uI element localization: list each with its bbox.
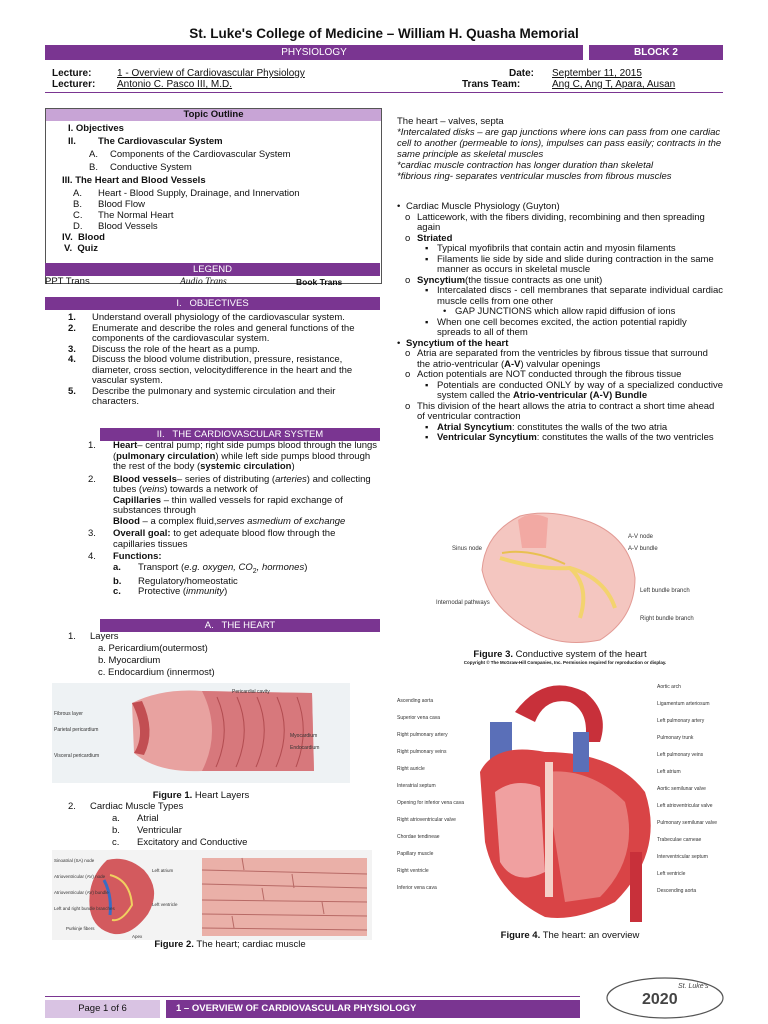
legend-title: LEGEND [45, 263, 380, 276]
label-purkinje: Purkinje fibers [66, 926, 95, 931]
fig4-label-left: Chordae tendineae [397, 834, 440, 840]
block-bar: BLOCK 2 [589, 45, 723, 60]
term: pulmonary circulation [116, 450, 216, 462]
conductive-system-figure [430, 508, 694, 648]
lecturer-value: Antonio C. Pasco III, M.D. [117, 79, 233, 90]
bullet [397, 286, 723, 307]
heart-layers-figure [52, 683, 350, 783]
fig4-label-left: Right pulmonary veins [397, 749, 447, 755]
fig4-label-left: Interatrial septum [397, 783, 436, 789]
outline-item: Blood Flow [98, 199, 145, 210]
label-internodal: Internodal pathways [436, 600, 490, 606]
term: Functions: [113, 551, 162, 562]
bullet-dot: ▪ [425, 421, 429, 433]
bullet-text: Intercalated discs - cell membranes that separate individual cardiac muscle cells from one other [437, 285, 723, 307]
bullet-text [437, 381, 723, 402]
label-parietal-pericardium: Parietal pericardium [54, 727, 99, 733]
function-item [88, 563, 380, 577]
bullet-text [437, 433, 714, 444]
text: Potentials are conducted ONLY by way of a specialized conductive system called the [437, 379, 723, 401]
label-apex: Apex [132, 934, 143, 939]
text: ) [291, 461, 295, 472]
bullet-text: When one cell becomes excited, the action potential rapidly spreads to all of them [437, 316, 687, 338]
term: Atrio-ventricular (A-V) Bundle [513, 390, 648, 401]
paragraph: *Intercalated disks – are gap junctions where ions can pass from one cardiac cell to another (permeable to ions), impulses can pass easily; contracts in the same principle as skeletal muscles [397, 127, 722, 160]
text: e.g. oxygen, CO [184, 561, 253, 573]
fig4-label-left: Opening for inferior vena cava [397, 800, 464, 806]
fig4-label-right: Left ventricle [657, 871, 686, 877]
figure-3-caption [430, 649, 690, 660]
objective-num: 3. [68, 343, 76, 355]
item-num: 4. [88, 551, 96, 562]
outline-item: B. [89, 162, 98, 173]
paragraph: The heart – valves, septa [397, 116, 504, 127]
item-num: 3. [88, 528, 96, 539]
bullet-text: Latticework, with the fibers dividing, recombining and then spreading again [417, 211, 705, 233]
fig4-label-right: Pulmonary semilunar valve [657, 820, 718, 826]
term: arteries [275, 473, 307, 485]
outline-item: IV. Blood [62, 232, 105, 243]
layer-item: a. Pericardium(outermost) [98, 643, 208, 654]
paragraph: *cardiac muscle contraction has longer duration than skeletal [397, 160, 654, 171]
fig4-label-right: Left pulmonary veins [657, 752, 704, 758]
figure-label: Figure 1. [152, 790, 193, 801]
muscle-fibers [202, 858, 367, 936]
date-label: Date: [509, 68, 535, 79]
header-divider [45, 92, 723, 93]
outline-item: C. [73, 210, 83, 221]
team-label: Trans Team: [462, 79, 521, 90]
label-bundle-branches: Left and right bundle branches [54, 906, 115, 911]
text: ) and collecting tubes ( [113, 473, 371, 495]
function-item [88, 577, 380, 588]
item-text [138, 563, 307, 577]
cvs-list [88, 441, 380, 598]
text: : constitutes the walls of the two atria [511, 421, 668, 433]
cvs-title: II. THE CARDIOVASCULAR SYSTEM [100, 428, 380, 441]
bullet-text: Filaments lie side by side and slide during contraction in the same manner as occurs in skeletal muscle [437, 253, 714, 275]
outline-item: Conductive System [110, 162, 192, 173]
document-title: St. Luke's College of Medicine – William H. Quasha Memorial [189, 26, 579, 41]
type-num: c. [112, 837, 120, 848]
logo-text: St. Luke's [678, 983, 709, 990]
bullet [397, 318, 723, 339]
text: Transport ( [138, 561, 185, 573]
bullet-dot: o [405, 348, 411, 359]
objective-num: 5. [68, 385, 76, 397]
term: veins [142, 484, 165, 495]
legend-audio: Audio Trans [180, 277, 227, 287]
bullet-text: GAP JUNCTIONS which allow rapid diffusion of ions [455, 306, 676, 317]
text: Protective ( [138, 586, 187, 598]
date-value: September 11, 2015 [552, 68, 642, 79]
bullet [397, 213, 723, 234]
bullet-dot: ▪ [425, 253, 429, 265]
text: (the tissue contracts as one unit) [465, 274, 603, 286]
fig4-label-right: Aortic arch [657, 684, 681, 690]
figure-caption-text: Heart Layers [192, 790, 250, 801]
figure-caption-text: The heart; cardiac muscle [193, 939, 306, 950]
bullet-text: Striated [417, 232, 453, 244]
fig4-label-left: Inferior vena cava [397, 885, 437, 891]
outline-item: Components of the Cardiovascular System [110, 149, 291, 160]
outline-title: Topic Outline [46, 109, 381, 121]
term: Overall goal: [113, 528, 171, 539]
figure-caption-text: Conductive system of the heart [513, 649, 647, 660]
bullet [397, 402, 723, 423]
text: , hormones [256, 561, 305, 573]
fig4-label-left: Right ventricle [397, 868, 429, 874]
fig4-label-left: Superior vena cava [397, 715, 441, 721]
fig4-label-right: Interventricular septum [657, 854, 708, 860]
fig4-label-right: Left pulmonary artery [657, 718, 705, 724]
cvs-item-goal [88, 529, 380, 550]
bullet-text: This division of the heart allows the atria to contract a short time ahead of ventricular contraction [417, 400, 715, 422]
text: – a complex fluid, [139, 515, 217, 527]
guyton-notes [397, 202, 723, 444]
outline-item: A. [89, 149, 98, 160]
text: : constitutes the walls of the two ventricles [536, 432, 714, 443]
fig4-label-right: Aortic semilunar valve [657, 786, 706, 792]
text: – thin walled vessels for rapid exchange of substances through [113, 494, 343, 516]
objective-item [68, 313, 380, 324]
term: Heart [113, 440, 138, 451]
cvs-item-heart [88, 441, 380, 473]
objective-text: Discuss the blood volume distribution, pressure, resistance, diameter, cross section, velocitydifference in the heart and the vascular system. [92, 354, 353, 386]
bullet-dot: o [405, 232, 411, 244]
figure-label: Figure 2. [154, 939, 194, 950]
bullet [397, 307, 723, 318]
label-av-bundle: A-V bundle [628, 546, 658, 552]
label-av-node: Atrioventricular (AV) node [54, 874, 106, 879]
lecture-value: 1 - Overview of Cardiovascular Physiology [117, 68, 305, 79]
bullet [397, 349, 723, 370]
subscript: 2 [252, 567, 257, 575]
type-item: Atrial [137, 813, 159, 824]
label-av-bundle: Atrioventricular (AV) bundle [54, 890, 109, 895]
outline-item: I. Objectives [68, 123, 124, 134]
objective-num: 4. [68, 354, 76, 365]
lecture-label: Lecture: [52, 68, 92, 79]
term: Syncytium [417, 274, 466, 286]
bullet-dot: • [443, 306, 447, 317]
outline-item: B. [73, 199, 82, 210]
outline-item: A. [73, 188, 82, 199]
item-text [113, 529, 380, 550]
text: ) valvular openings [520, 358, 601, 370]
label-sinus-node: Sinus node [452, 546, 483, 552]
logo-year: 2020 [642, 991, 678, 1008]
bullet-text [417, 349, 723, 370]
fig4-label-left: Right pulmonary artery [397, 732, 448, 738]
text: immunity [186, 586, 225, 598]
types-heading: Cardiac Muscle Types [90, 801, 184, 812]
function-item [88, 587, 380, 598]
item-text [138, 587, 227, 598]
bullet-dot: ▪ [425, 432, 429, 443]
fig4-label-right: Left atrium [657, 769, 681, 775]
figure-label: Figure 4. [500, 930, 541, 941]
outline-item: The Cardiovascular System [98, 136, 223, 147]
item-text: Regulatory/homeostatic [138, 575, 238, 587]
item-num: a. [113, 561, 121, 573]
fig4-label-right: Ligamentum arteriosum [657, 701, 710, 707]
fig4-label-left: Right auricle [397, 766, 425, 772]
footer-title: 1 – OVERVIEW OF CARDIOVASCULAR PHYSIOLOGY [166, 1000, 580, 1018]
label-endocardium: Endocardium [290, 745, 320, 751]
text: ) [224, 586, 228, 598]
septum [545, 762, 553, 897]
objective-item [68, 355, 380, 387]
bullet-dot: o [405, 369, 411, 380]
label-sa-node: Sinoatrial (SA) node [54, 858, 95, 863]
text: ) while left side pumps blood through the rest of the body ( [113, 450, 371, 472]
item-text [113, 441, 380, 473]
footer-divider [45, 996, 580, 997]
layers-num: 1. [68, 631, 76, 642]
outline-item: Heart - Blood Supply, Drainage, and Innervation [98, 188, 300, 199]
type-num: b. [112, 825, 120, 836]
label-left-bundle-branch: Left bundle branch [640, 588, 690, 594]
objective-item [68, 324, 380, 345]
outline-item: II. [68, 136, 76, 147]
bullet-dot: • [397, 337, 401, 349]
type-num: a. [112, 813, 120, 824]
vessel [518, 514, 548, 548]
objective-text: Enumerate and describe the roles and general functions of the components of the cardiovascular system. [92, 322, 355, 344]
text: – central pump; right side pumps blood through the lungs ( [113, 440, 378, 462]
legend-book: Book Trans [296, 277, 343, 287]
label-pericardial-cavity: Pericardial cavity [232, 689, 270, 695]
bullet-dot: ▪ [425, 316, 429, 328]
legend-ppt: PPT Trans [45, 276, 90, 287]
bullet-text: Cardiac Muscle Physiology (Guyton) [406, 201, 560, 212]
objectives-list [68, 313, 380, 408]
term: Capillaries [113, 494, 162, 506]
text: Atria are separated from the ventricles by fibrous tissue that surround the atrio-ventricular ( [417, 348, 708, 370]
bullet-dot: ▪ [425, 285, 429, 296]
outline-item: The Normal Heart [98, 210, 174, 221]
text: ) [304, 561, 308, 573]
bullet-dot: o [405, 274, 411, 286]
figure-2-caption [100, 939, 360, 950]
heart-title: A. THE HEART [100, 619, 380, 632]
college-logo [600, 972, 730, 1020]
objective-text: Understand overall physiology of the cardiovascular system. [92, 312, 345, 323]
label-left-atrium: Left atrium [152, 868, 174, 873]
term: Blood [113, 515, 140, 527]
right-ventricle-chamber [495, 783, 545, 878]
outline-item: Blood Vessels [98, 221, 158, 232]
item-num: c. [113, 586, 121, 598]
outline-item: III. The Heart and Blood Vessels [62, 175, 206, 186]
bullet-dot: ▪ [425, 379, 429, 391]
outline-item: D. [73, 221, 83, 232]
bullet-dot: • [397, 201, 401, 212]
pulmonary-trunk [573, 732, 589, 772]
layers-heading: Layers [90, 631, 119, 642]
topic-outline [45, 108, 382, 284]
bullet [397, 202, 723, 213]
layer-item: c. Endocardium (innermost) [98, 667, 215, 678]
bullet [397, 381, 723, 402]
descending-aorta [630, 852, 642, 922]
fig4-label-right: Descending aorta [657, 888, 697, 894]
text: serves asmedium of exchange [216, 515, 346, 527]
paragraph: *fibrious ring- separates ventricular muscles from fibrous muscles [397, 171, 672, 182]
objective-item [68, 387, 380, 408]
subject-bar: PHYSIOLOGY [45, 45, 583, 60]
figure-caption-text: The heart: an overview [540, 930, 640, 941]
objective-num: 1. [68, 312, 76, 323]
term: Atrial Syncytium [437, 421, 512, 433]
term: systemic circulation [200, 461, 292, 472]
term: Blood vessels [113, 473, 177, 485]
term: A-V [504, 358, 521, 370]
fig4-label-left: Papillary muscle [397, 851, 434, 857]
lecturer-label: Lecturer: [52, 79, 96, 90]
type-item: Excitatory and Conductive [137, 837, 248, 848]
objective-text: Describe the pulmonary and systemic circulation and their characters. [92, 385, 336, 407]
cvs-item-vessels [88, 475, 380, 528]
term: Ventricular Syncytium [437, 432, 537, 443]
bullet [397, 244, 723, 255]
footer-page: Page 1 of 6 [45, 1000, 160, 1018]
bullet-text: Syncytium of the heart [406, 337, 509, 349]
bullet [397, 255, 723, 276]
label-visceral-pericardium: Visceral pericardium [54, 753, 100, 759]
label-av-node: A-V node [628, 534, 654, 540]
right-column-intro [397, 116, 723, 182]
item-num: b. [113, 575, 122, 587]
fig4-label-right: Trabeculae carneae [657, 837, 702, 843]
label-right-bundle-branch: Right bundle branch [640, 616, 694, 622]
label-left-ventricle: Left ventricle [152, 902, 178, 907]
heart-muscle-figure [52, 850, 372, 940]
bullet-text: Typical myofibrils that contain actin and myosin filaments [437, 243, 676, 254]
types-num: 2. [68, 801, 76, 812]
layer-item: b. Myocardium [98, 655, 161, 666]
outline-item: V. Quiz [64, 243, 98, 254]
bullet-dot: ▪ [425, 243, 429, 254]
fig4-label-right: Left atrioventricular valve [657, 803, 713, 809]
bullet [397, 433, 723, 444]
text: ) towards a network of [164, 484, 258, 495]
type-item: Ventricular [137, 825, 182, 836]
item-num: 2. [88, 473, 96, 485]
fig4-label-left: Ascending aorta [397, 698, 434, 704]
figure-1-caption [52, 790, 350, 801]
text: – series of distributing ( [176, 473, 276, 485]
label-myocardium: Myocardium [290, 733, 318, 739]
team-value: Ang C, Ang T, Apara, Ausan [552, 79, 676, 90]
figure-4-caption [450, 930, 690, 941]
objectives-title: I. OBJECTIVES [45, 297, 380, 310]
bullet-dot: o [405, 211, 411, 223]
label-fibrous-layer: Fibrous layer [54, 711, 83, 717]
fig4-label-right: Pulmonary trunk [657, 735, 694, 741]
objective-num: 2. [68, 322, 76, 334]
heart-overview-figure [395, 672, 725, 927]
copyright-note: Copyright © The McGraw-Hill Companies, Inc. Permission required for reproduction or display. [463, 660, 667, 665]
item-num: 1. [88, 440, 96, 451]
objective-text: Discuss the role of the heart as a pump. [92, 343, 260, 355]
item-text [113, 475, 380, 528]
bullet-text: Action potentials are NOT conducted through the fibrous tissue [417, 369, 682, 380]
text: to get adequate blood flow through the capillaries tissues [113, 528, 336, 550]
fig4-label-left: Right atrioventricular valve [397, 817, 456, 823]
bullet-dot: o [405, 400, 411, 412]
figure-label: Figure 3. [473, 649, 513, 660]
